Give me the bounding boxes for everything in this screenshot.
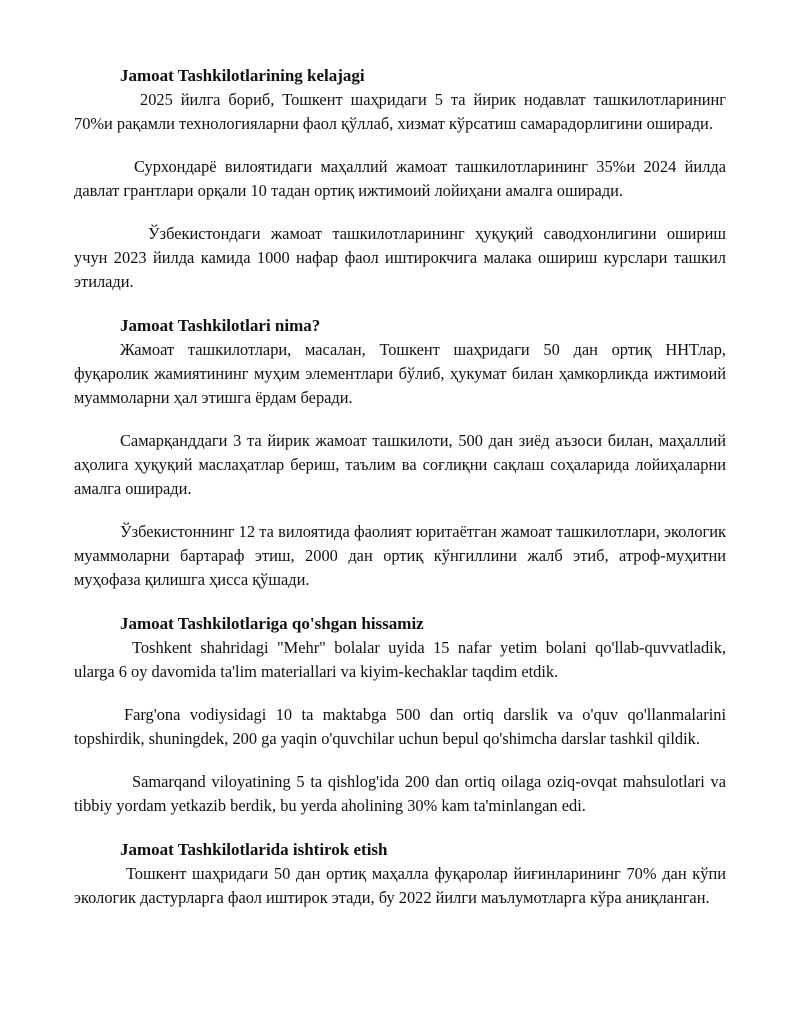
section-heading: Jamoat Tashkilotlarida ishtirok etish (120, 840, 388, 859)
paragraph: Samarqand viloyatining 5 ta qishlog'ida 200 dan ortiq oilaga oziq-ovqat mahsulotlari va tibbiy yordam yetkazib berdik, bu yerda aholining 30% kam ta'minlangan edi. (74, 772, 726, 815)
paragraph: Самарқанддаги 3 та йирик жамоат ташкилоти, 500 дан зиёд аъзоси билан, маҳаллий аҳолига ҳуқуқий маслаҳатлар бериш, таълим ва соғлиқни сақлаш соҳаларида лойиҳаларни амалга оширади. (74, 431, 726, 498)
section-contribution (74, 612, 726, 818)
section-future (74, 64, 726, 294)
section-heading: Jamoat Tashkilotlari nima? (120, 316, 321, 335)
paragraph: Ўзбекистоннинг 12 та вилоятида фаолият юритаётган жамоат ташкилотлари, экологик муаммоларни бартараф этиш, 2000 дан ортиқ кўнгиллини жалб этиб, атроф-муҳитни муҳофаза қилишга ҳисса қўшади. (74, 522, 726, 589)
paragraph: Farg'ona vodiysidagi 10 ta maktabga 500 dan ortiq darslik va o'quv qo'llanmalarini topshirdik, shuningdek, 200 ga yaqin o'quvchilar uchun bepul qo'shimcha darslar tashkil qildik. (74, 705, 726, 748)
paragraph: 2025 йилга бориб, Тошкент шаҳридаги 5 та йирик нодавлат ташкилотларининг 70%и рақамли технологияларни фаол қўллаб, хизмат кўрсатиш самарадорлигини оширади. (74, 90, 726, 133)
section-participation (74, 838, 726, 910)
paragraph: Тошкент шаҳридаги 50 дан ортиқ маҳалла фуқаролар йиғинларининг 70% дан кўпи экологик дастурларга фаол иштирок этади, бу 2022 йилги маълумотларга кўра аниқланган. (74, 864, 726, 907)
paragraph: Toshkent shahridagi "Mehr" bolalar uyida 15 nafar yetim bolani qo'llab-quvvatladik, ularga 6 oy davomida ta'lim materiallari va kiyim-kechaklar taqdim etdik. (74, 638, 726, 681)
paragraph: Сурхондарё вилоятидаги маҳаллий жамоат ташкилотларининг 35%и 2024 йилда давлат грантлари орқали 10 тадан ортиқ ижтимоий лойиҳани амалга оширади. (74, 157, 726, 200)
section-what-is (74, 314, 726, 592)
section-heading: Jamoat Tashkilotlarining kelajagi (120, 66, 365, 85)
paragraph: Жамоат ташкилотлари, масалан, Тошкент шаҳридаги 50 дан ортиқ ННТлар, фуқаролик жамиятининг муҳим элементлари бўлиб, ҳукумат билан ҳамкорликда ижтимоий муаммоларни ҳал этишга ёрдам беради. (74, 340, 726, 407)
section-heading: Jamoat Tashkilotlariga qo'shgan hissamiz (120, 614, 424, 633)
document-page (74, 64, 726, 910)
paragraph: Ўзбекистондаги жамоат ташкилотларининг ҳуқуқий саводхонлигини ошириш учун 2023 йилда камида 1000 нафар фаол иштирокчига малака ошириш курслари ташкил этилади. (74, 224, 726, 291)
